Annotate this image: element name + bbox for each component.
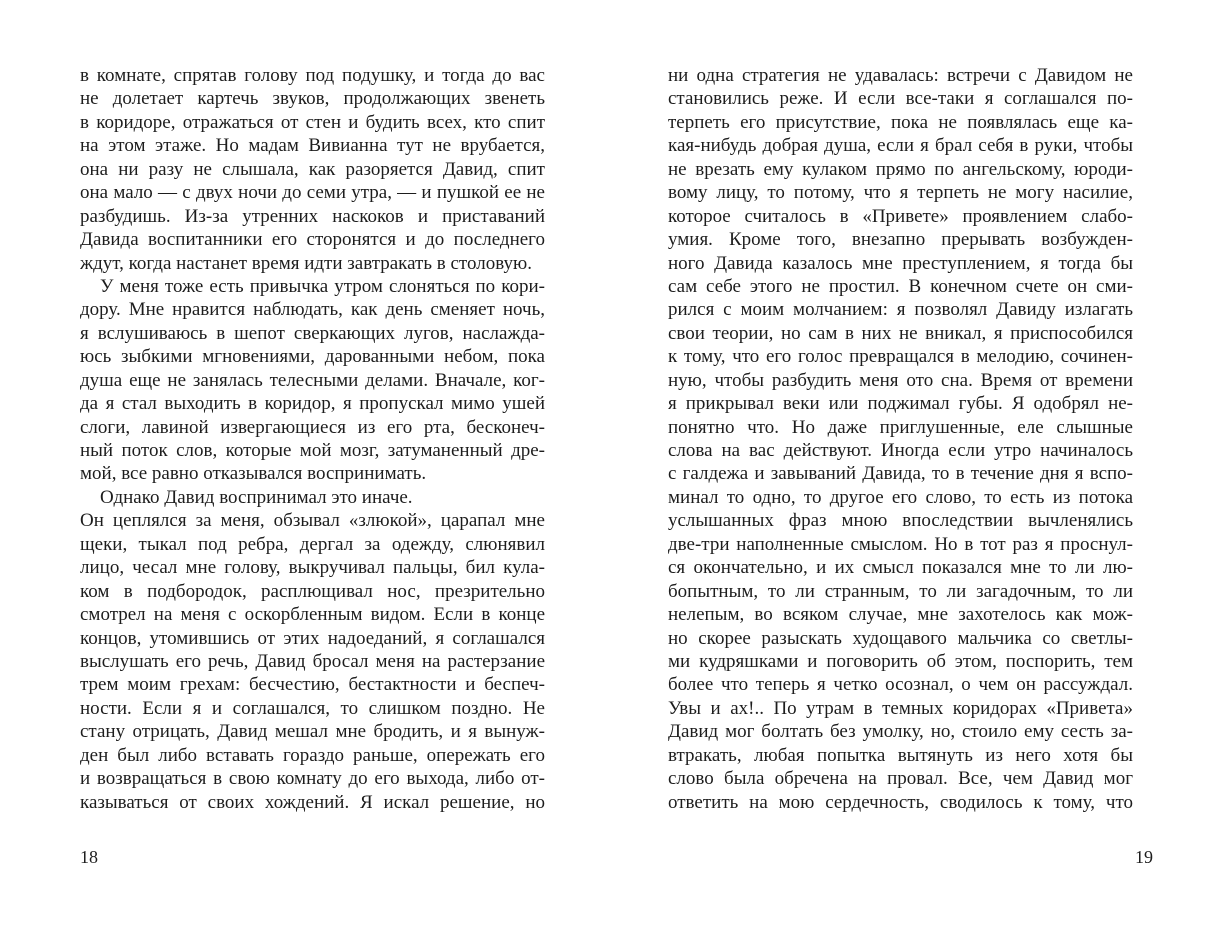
text-line: ную, чтобы разбудить меня ото сна. Время от времени — [668, 369, 1133, 391]
text-line: в коридоре, отражаться от стен и будить всех, кто спит — [80, 111, 545, 133]
text-line: Увы и ах!.. По утрам в темных коридорах «Привета» — [668, 697, 1133, 719]
text-line: не врезать ему кулаком прямо по ангельскому, юроди- — [668, 158, 1133, 180]
text-line: которое считалось в «Привете» проявлением слабо- — [668, 205, 1133, 227]
text-line: У меня тоже есть привычка утром слоняться по кори- — [100, 275, 545, 297]
text-line: на этом этаже. Но мадам Вивианна тут не врубается, — [80, 135, 545, 157]
text-line: втракать, любая попытка вытянуть из него хотя бы — [668, 744, 1133, 766]
text-line: да я стал выходить в коридор, я пропускал мимо ушей — [80, 393, 545, 415]
text-line: Однако Давид воспринимал это иначе. — [100, 486, 413, 508]
text-line: понятно что. Но даже приглушенные, еле слышные — [668, 416, 1133, 438]
text-line: ден был либо вставать гораздо раньше, опережать его — [80, 744, 545, 766]
right-page — [607, 0, 1214, 927]
text-line: кая-нибудь добрая душа, если я брал себя в руки, чтобы — [668, 135, 1133, 157]
text-line: в комнате, спрятав голову под подушку, и тогда до вас — [80, 65, 545, 86]
text-line: ждут, когда настанет время идти завтракать в столовую. — [80, 252, 532, 274]
text-line: слоги, лавиной извергающиеся из его рта, бесконеч- — [80, 416, 545, 438]
text-line: она ни разу не слышала, как разоряется Давид, спит — [80, 158, 545, 180]
right-page-text — [668, 64, 1133, 814]
text-line: ни одна стратегия не удавалась: встречи с Давидом не — [668, 65, 1133, 86]
text-line: ся окончательно, и их смысл показался мне то ли лю- — [668, 557, 1133, 579]
text-line: не долетает картечь звуков, продолжающих звенеть — [80, 88, 545, 110]
text-line: Давида воспитанники его сторонятся и до последнего — [80, 229, 545, 251]
text-line: ный поток слов, которые мой мозг, затуманенный дре- — [80, 440, 545, 461]
text-line: терпеть его присутствие, пока не появлялась еще ка- — [668, 111, 1133, 133]
text-line: минал то одно, то другое его слово, то есть из потока — [668, 486, 1133, 508]
text-line: она мало — с двух ночи до семи утра, — и пушкой ее не — [80, 182, 545, 204]
page-number-left: 18 — [80, 847, 98, 867]
text-line: сам себе этого не простил. В конечном счете он сми- — [668, 275, 1133, 297]
text-line: слова на вас действуют. Иногда если утро начиналось — [668, 440, 1133, 461]
text-line: я вслушиваюсь в шепот сверкающих лугов, наслажда- — [80, 322, 545, 344]
text-line: стану отрицать, Давид мешал мне бродить, и я вынуж- — [80, 721, 545, 743]
text-line: щеки, тыкал под ребра, дергал за одежду, слюнявил — [80, 533, 545, 555]
text-line: мой, все равно отказывался воспринимать. — [80, 463, 427, 485]
text-line: более что теперь я четко осознал, о чем он рассуждал. — [668, 674, 1133, 696]
text-line: вому лицу, то потому, что я терпеть не могу насилие, — [668, 182, 1133, 204]
text-line: услышанных фраз мною впоследствии вычленялись — [668, 510, 1133, 532]
text-line: дору. Мне нравится наблюдать, как день сменяет ночь, — [80, 299, 545, 321]
text-line: две-три наполненные смыслом. Но в тот раз я проснул- — [668, 533, 1133, 555]
text-line: трем моим грехам: бесчестию, бестактности и беспеч- — [80, 674, 545, 696]
text-line: юсь зыбкими мгновениями, дарованными небом, пока — [80, 346, 545, 368]
text-line: ного Давида казалось мне преступлением, я тогда бы — [668, 252, 1133, 274]
text-line: и возвращаться в свою комнату до его выхода, либо от- — [80, 768, 545, 790]
text-line: слово была обречена на провал. Все, чем Давид мог — [668, 768, 1133, 790]
text-line: ми кудряшками и поговорить об этом, поспорить, тем — [668, 650, 1133, 672]
text-line: нелепым, во всяком случае, мне захотелось как мож- — [668, 604, 1133, 626]
text-line: Давид мог болтать без умолку, но, стоило ему сесть за- — [668, 721, 1133, 743]
text-line: выслушать его речь, Давид бросал меня на растерзание — [80, 650, 545, 672]
text-line: смотрел на меня с оскорбленным видом. Если в конце — [80, 604, 545, 626]
text-line: ности. Если я и соглашался, то слишком поздно. Не — [80, 697, 545, 719]
left-page-text — [80, 64, 545, 814]
text-line: бопытным, то ли странным, то ли загадочным, то ли — [668, 580, 1133, 602]
text-line: умия. Кроме того, внезапно прерывать возбужден- — [668, 229, 1133, 251]
text-line: рился с моим молчанием: я позволял Давиду излагать — [668, 299, 1133, 321]
text-line: свои теории, но сам в них не вникал, я приспособился — [668, 322, 1133, 344]
text-line: Он цеплялся за меня, обзывал «злюкой», царапал мне — [80, 510, 545, 532]
text-line: с галдежа и завываний Давида, то в течение дня я вспо- — [668, 463, 1133, 485]
text-line: казываться от своих хождений. Я искал решение, но — [80, 791, 545, 813]
text-line: к тому, что его голос превращался в мелодию, сочинен- — [668, 346, 1133, 368]
text-line: ком в подбородок, расплющивал нос, презрительно — [80, 580, 545, 602]
text-line: концов, утомившись от этих надоеданий, я соглашался — [80, 627, 545, 649]
page-number-right: 19 — [1135, 847, 1153, 867]
text-line: я прикрывал веки или поджимал губы. Я одобрял не- — [668, 393, 1133, 415]
text-line: душа еще не занялась телесными делами. Вначале, ког- — [80, 369, 545, 391]
text-line: ответить на мою сердечность, сводилось к тому, что — [668, 791, 1133, 813]
text-line: но скорее разыскать худощавого мальчика со светлы- — [668, 627, 1133, 649]
text-line: становились реже. И если все-таки я соглашался по- — [668, 88, 1133, 110]
text-line: лицо, чесал мне голову, выкручивал пальцы, бил кула- — [80, 557, 545, 579]
text-line: разбудишь. Из-за утренних наскоков и приставаний — [80, 205, 545, 227]
